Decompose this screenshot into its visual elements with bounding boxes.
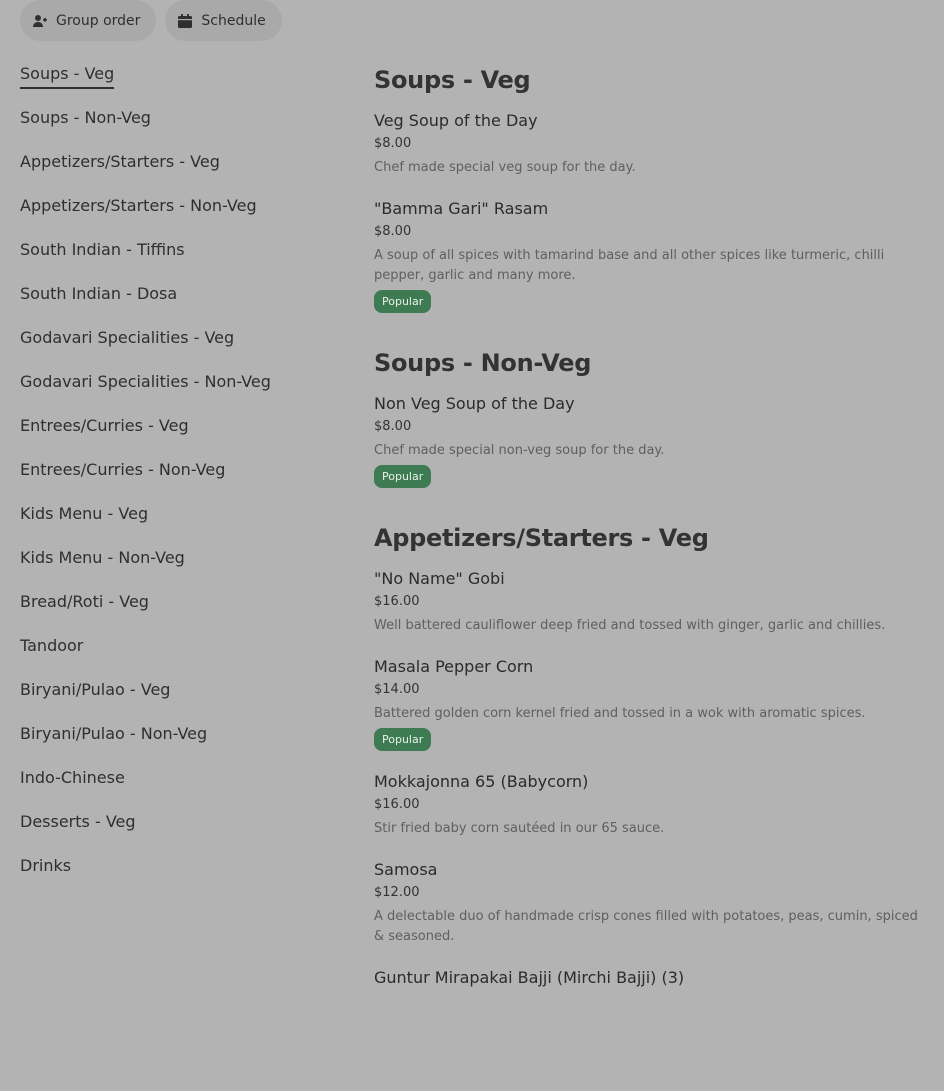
nav-item-label: South Indian - Tiffins <box>20 240 185 259</box>
group-order-button[interactable] <box>20 0 156 41</box>
menu-item[interactable] <box>374 656 930 751</box>
nav-item-category[interactable] <box>20 544 340 588</box>
top-actions <box>20 0 282 41</box>
menu-item[interactable] <box>374 568 930 636</box>
nav-item-category[interactable] <box>20 368 340 412</box>
nav-item-category[interactable] <box>20 676 340 720</box>
nav-item-category[interactable] <box>20 148 340 192</box>
item-name: Veg Soup of the Day <box>374 111 538 130</box>
nav-item-category[interactable] <box>20 588 340 632</box>
item-name: "Bamma Gari" Rasam <box>374 199 549 218</box>
nav-item-category[interactable] <box>20 852 340 896</box>
menu-item[interactable] <box>374 771 930 839</box>
nav-item-category[interactable] <box>20 412 340 456</box>
nav-item-label: Desserts - Veg <box>20 812 136 831</box>
popular-badge: Popular <box>374 290 431 313</box>
calendar-icon <box>177 13 193 29</box>
item-description: Battered golden corn kernel fried and tossed in a wok with aromatic spices. <box>374 706 866 721</box>
item-price: $16.00 <box>374 594 420 609</box>
item-price: $8.00 <box>374 224 412 239</box>
nav-item-category[interactable] <box>20 808 340 852</box>
nav-item-label: Biryani/Pulao - Non-Veg <box>20 724 208 743</box>
menu-section <box>374 62 930 313</box>
item-description: Chef made special veg soup for the day. <box>374 160 636 175</box>
nav-item-label: Biryani/Pulao - Veg <box>20 680 171 699</box>
nav-item-label: Entrees/Curries - Veg <box>20 416 189 435</box>
nav-item-label: Entrees/Curries - Non-Veg <box>20 460 226 479</box>
item-name: Non Veg Soup of the Day <box>374 394 575 413</box>
nav-item-category[interactable] <box>20 104 340 148</box>
nav-item-label: Kids Menu - Veg <box>20 504 149 523</box>
nav-item-category[interactable] <box>20 632 340 676</box>
item-price: $8.00 <box>374 136 412 151</box>
nav-item-label: Bread/Roti - Veg <box>20 592 149 611</box>
nav-item-category[interactable] <box>20 456 340 500</box>
item-description: A delectable duo of handmade crisp cones filled with potatoes, peas, cumin, spiced & seasoned. <box>374 909 918 944</box>
section-title: Appetizers/Starters - Veg <box>374 524 709 552</box>
menu-item[interactable] <box>374 859 930 947</box>
nav-item-category[interactable] <box>20 60 340 104</box>
nav-item-label: Drinks <box>20 856 72 875</box>
item-price: $12.00 <box>374 885 420 900</box>
nav-item-category[interactable] <box>20 280 340 324</box>
item-price: $16.00 <box>374 797 420 812</box>
item-name: Mokkajonna 65 (Babycorn) <box>374 772 589 791</box>
item-name: Samosa <box>374 860 438 879</box>
menu-item[interactable] <box>374 967 930 989</box>
menu-section <box>374 520 930 989</box>
popular-badge: Popular <box>374 465 431 488</box>
add-person-icon <box>32 13 48 29</box>
nav-item-category[interactable] <box>20 720 340 764</box>
nav-item-label: Godavari Specialities - Veg <box>20 328 235 347</box>
nav-item-label: Indo-Chinese <box>20 768 125 787</box>
item-name: Masala Pepper Corn <box>374 657 534 676</box>
item-name: "No Name" Gobi <box>374 569 505 588</box>
nav-item-category[interactable] <box>20 192 340 236</box>
menu-item[interactable] <box>374 110 930 178</box>
nav-item-label: Appetizers/Starters - Non-Veg <box>20 196 257 215</box>
item-price: $14.00 <box>374 682 420 697</box>
item-description: A soup of all spices with tamarind base and all other spices like turmeric, chilli pepper, garlic and many more. <box>374 248 885 283</box>
item-description: Well battered cauliflower deep fried and tossed with ginger, garlic and chillies. <box>374 618 886 633</box>
menu-item[interactable] <box>374 393 930 488</box>
menu-section <box>374 345 930 488</box>
section-title: Soups - Non-Veg <box>374 349 592 377</box>
schedule-label: Schedule <box>201 12 266 29</box>
nav-item-label: Kids Menu - Non-Veg <box>20 548 185 567</box>
item-description: Chef made special non-veg soup for the day. <box>374 443 665 458</box>
group-order-label: Group order <box>56 12 141 29</box>
popular-badge: Popular <box>374 728 431 751</box>
nav-item-label: Soups - Non-Veg <box>20 108 151 127</box>
nav-item-category[interactable] <box>20 236 340 280</box>
menu-item[interactable] <box>374 198 930 313</box>
nav-item-label: Appetizers/Starters - Veg <box>20 152 220 171</box>
nav-item-category[interactable] <box>20 500 340 544</box>
nav-item-category[interactable] <box>20 764 340 808</box>
schedule-button[interactable] <box>165 0 281 41</box>
item-name: Guntur Mirapakai Bajji (Mirchi Bajji) (3) <box>374 968 685 987</box>
nav-item-label: South Indian - Dosa <box>20 284 178 303</box>
category-nav <box>20 60 340 896</box>
nav-item-label: Tandoor <box>20 636 84 655</box>
nav-item-category[interactable] <box>20 324 340 368</box>
section-title: Soups - Veg <box>374 66 531 94</box>
item-price: $8.00 <box>374 419 412 434</box>
nav-item-label: Godavari Specialities - Non-Veg <box>20 372 271 391</box>
nav-item-label: Soups - Veg <box>20 61 114 89</box>
item-description: Stir fried baby corn sautéed in our 65 sauce. <box>374 821 665 836</box>
menu-content <box>374 62 930 1021</box>
